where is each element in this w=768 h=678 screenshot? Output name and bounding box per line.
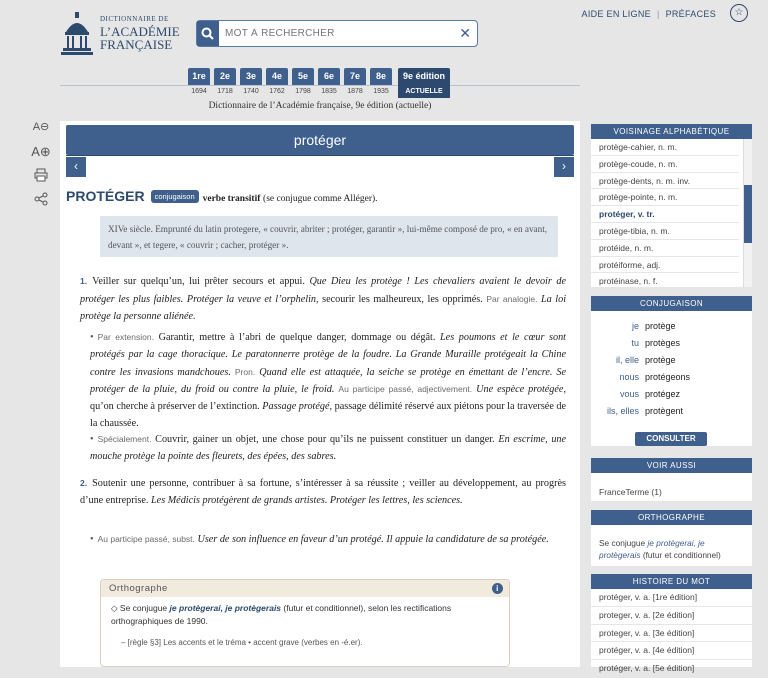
scroll-thumb[interactable] [744, 185, 752, 243]
conj-row: vous protégez [619, 389, 681, 399]
print-icon[interactable] [30, 168, 52, 190]
edition-6[interactable]: 6e 1835 [318, 68, 340, 98]
voir-aussi-title: VOIR AUSSI [591, 458, 752, 473]
conjugaison-panel [591, 296, 752, 446]
definition-1: 1. Veiller sur quelqu’un, lui prêter secours et appui. Que Dieu les protège ! Les chevaliers avaient le devoir de protéger les plus faibles. Protéger la veuve et l’orphelin, secourir les malheureux, les opprimés. Par analogie. La loi protège la personne aliénée. [80, 276, 567, 322]
conj-row: il, elle protège [615, 355, 676, 365]
voisinage-scrollbar[interactable] [743, 139, 752, 287]
orthographe-box [100, 579, 510, 667]
previous-entry-button[interactable] [66, 157, 86, 177]
increase-text-icon[interactable]: A⊕ [31, 144, 51, 159]
logo-line1: DICTIONNAIRE DE [100, 15, 169, 23]
orthographe-rule[interactable]: – [règle §3] Les accents et le tréma • accent grave (verbes en -é.er). [121, 638, 363, 647]
voisinage-item[interactable]: protéide, n. m. [591, 240, 739, 257]
voisinage-item[interactable]: protéinase, n. f. [591, 273, 739, 290]
histoire-panel [591, 574, 752, 674]
star-icon: ☆ [734, 7, 744, 18]
orthographe-side-title: ORTHOGRAPHE [591, 510, 752, 525]
logo-line3: FRANÇAISE [100, 37, 173, 52]
edition-2[interactable]: 2e 1718 [214, 68, 236, 98]
orthographe-text: ◇ Se conjugue je protègerai, je protègerais (futur et conditionnel), selon les rectifications orthographiques de 1990. [111, 603, 452, 626]
etymology: XIVe siècle. Emprunté du latin protegere, « couvrir, abriter ; protéger, garantir », lui-même composé de pro, « en avant, devant », et tegere, « couvrir ; cacher, protéger ». [100, 216, 558, 257]
histoire-item[interactable]: proteger, v. a. [2e édition] [591, 607, 752, 625]
voisinage-panel [591, 124, 752, 287]
edition-8[interactable]: 8e 1935 [370, 68, 392, 98]
decrease-text-icon[interactable]: A⊖ [32, 121, 50, 133]
edition-caption: Dictionnaire de l’Académie française, 9e édition (actuelle) [208, 101, 432, 111]
orthographe-heading: Orthographe i [101, 580, 509, 597]
edition-9-current[interactable]: 9e édition ACTUELLE [398, 68, 450, 98]
help-link[interactable]: AIDE EN LIGNE [581, 9, 651, 19]
top-links: AIDE EN LIGNE | PRÉFACES [581, 9, 716, 19]
edition-7[interactable]: 7e 1878 [344, 68, 366, 98]
voisinage-title: VOISINAGE ALPHABÉTIQUE [591, 124, 752, 139]
headword: PROTÉGER [66, 188, 145, 204]
search-input[interactable] [225, 21, 445, 46]
search-button[interactable] [197, 21, 219, 46]
edition-5[interactable]: 5e 1798 [292, 68, 314, 98]
histoire-title: HISTOIRE DU MOT [591, 574, 752, 589]
orthographe-panel [591, 510, 752, 566]
chevron-left-icon: ‹ [74, 159, 78, 173]
voir-aussi-panel [591, 458, 752, 501]
voisinage-item[interactable]: protège-tibia, n. m. [591, 223, 739, 240]
search-icon [201, 27, 214, 40]
definition-2: 2. Soutenir une personne, contribuer à sa fortune, s’intéresser à sa réussite ; veiller au développement, au progrès d’une entreprise. Les Médicis protégèrent de grands artistes. Protéger les lettres, les sciences. [80, 478, 566, 506]
conjugaison-title: CONJUGAISON [591, 296, 752, 311]
voisinage-item[interactable]: protéiforme, adj. [591, 257, 739, 274]
edition-4[interactable]: 4e 1762 [266, 68, 288, 98]
prefaces-link[interactable]: PRÉFACES [665, 9, 716, 19]
dome-icon [60, 10, 94, 56]
entry-panel [60, 121, 580, 667]
voisinage-item[interactable]: protège-coude, n. m. [591, 156, 739, 173]
edition-1[interactable]: 1re 1694 [188, 68, 210, 98]
headword-line [66, 188, 574, 204]
conjugaison-badge[interactable]: conjugaison [151, 190, 199, 203]
conj-row: ils, elles protègent [606, 406, 684, 416]
voisinage-item[interactable]: protège-dents, n. m. inv. [591, 173, 739, 190]
entry-nav [66, 155, 574, 176]
conj-row: nous protégeons [619, 372, 691, 382]
voisinage-item[interactable]: protège-cahier, n. m. [591, 139, 739, 156]
subdefinition-extension: • Par extension. Garantir, mettre à l’abri de quelque danger, dommage ou dégât. Les poumons et le cœur sont protégés par la cage thoracique. Le paratonnerre protège de la foudre. La Grande Muraille protégeait la Chine contre les invasions mandchoues. Pron. Quand elle est attaquée, la seiche se protège en émettant de l’encre. Se protéger de la pluie, du froid ou contre la pluie, le froid. Au participe passé, adjectivement. Une espèce protégée, qu’on cherche à préserver de l’extinction. Passage protégé, passage délimité réservé aux piétons pour la traversée de la chaussée. [90, 332, 567, 429]
orthographe-side-text: Se conjugue je protègerai, je protègerais (futur et conditionnel) [599, 538, 721, 560]
chevron-right-icon: › [562, 159, 566, 173]
consulter-button[interactable]: CONSULTER [635, 432, 707, 446]
histoire-item[interactable]: proteger, v. a. [3e édition] [591, 625, 752, 643]
subdefinition-special: • Spécialement. Couvrir, gainer un objet, une chose pour qu’ils ne puissent constituer un danger. En escrime, une mouche protège la pointe des fleurets, des épées, des sabres. [90, 434, 567, 462]
histoire-item[interactable]: protéger, v. a. [1re édition] [591, 589, 752, 607]
next-entry-button[interactable] [554, 157, 574, 177]
entry-title: protéger [66, 125, 574, 155]
favorites-button[interactable] [730, 4, 748, 22]
clear-icon[interactable]: ✕ [459, 25, 471, 41]
info-icon[interactable]: i [492, 583, 503, 594]
academie-logo[interactable] [60, 10, 180, 58]
conj-row: je protège [631, 321, 676, 331]
logo-line2: L’ACADÉMIE [100, 24, 180, 39]
conj-row: tu protèges [631, 338, 681, 348]
voisinage-item[interactable]: protège-pointe, n. m. [591, 189, 739, 206]
franceterme-link[interactable]: FranceTerme (1) [599, 487, 662, 497]
conj-note: (se conjugue comme Alléger). [263, 194, 378, 204]
subdefinition-participe: • Au participe passé, subst. User de son influence en faveur d’un protégé. Il appuie la candidature de sa protégée. [90, 534, 549, 545]
voisinage-item-current[interactable]: protéger, v. tr. [591, 206, 739, 223]
edition-3[interactable]: 3e 1740 [240, 68, 262, 98]
histoire-item[interactable]: protéger, v. a. [4e édition] [591, 642, 752, 660]
share-icon[interactable] [30, 192, 52, 214]
category: verbe transitif [202, 194, 261, 204]
histoire-item[interactable]: protéger, v. a. [5e édition] [591, 660, 752, 678]
search-bar [196, 20, 478, 47]
tools-column [30, 120, 52, 216]
